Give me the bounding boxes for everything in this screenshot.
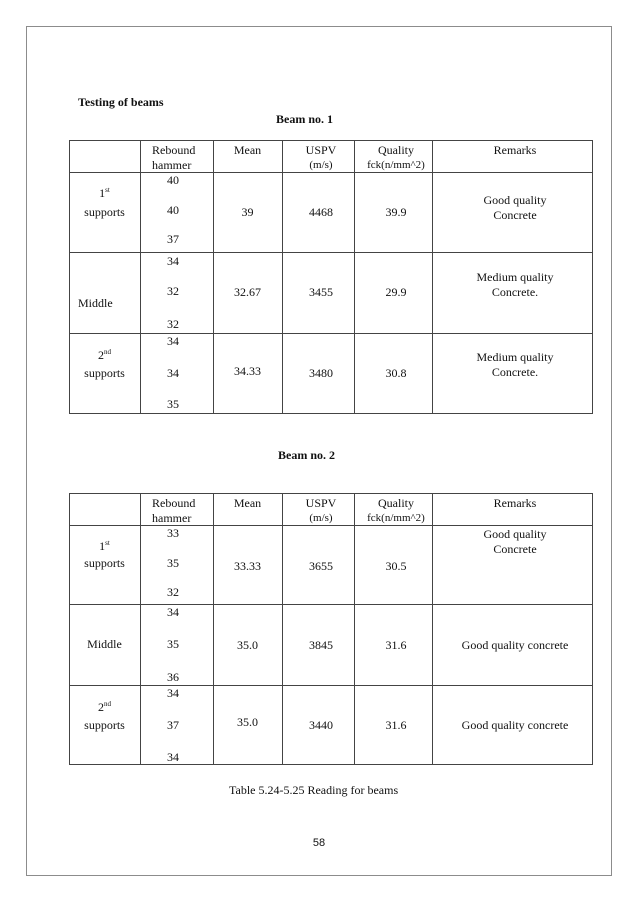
mean-label: Mean bbox=[233, 496, 262, 510]
mean-value: 34.33 bbox=[234, 364, 261, 378]
rebound-label: Rebound bbox=[152, 496, 196, 510]
remark-text: Concrete. bbox=[491, 365, 539, 379]
reading-value: 34 bbox=[167, 334, 179, 348]
remark-text: Good quality concrete bbox=[461, 638, 569, 652]
location-label: 1st bbox=[99, 186, 110, 200]
reading-value: 34 bbox=[167, 750, 179, 764]
beam1-title: Beam no. 1 bbox=[276, 112, 333, 126]
quality-label: Quality bbox=[378, 143, 414, 157]
remark-text: Concrete. bbox=[491, 285, 539, 299]
uspv-unit: (m/s) bbox=[309, 159, 333, 171]
remark-text: Good quality concrete bbox=[461, 718, 569, 732]
reading-value: 33 bbox=[167, 526, 179, 540]
header-location bbox=[70, 141, 141, 173]
reading-value: 34 bbox=[167, 254, 179, 268]
reading-value: 37 bbox=[167, 718, 179, 732]
reading-value: 32 bbox=[167, 585, 179, 599]
location-label: supports bbox=[84, 205, 125, 219]
reading-value: 40 bbox=[167, 203, 179, 217]
rebound-label: Rebound bbox=[152, 143, 196, 157]
uspv-value: 3480 bbox=[309, 366, 333, 380]
uspv-value: 3455 bbox=[309, 285, 333, 299]
mean-value: 39 bbox=[241, 205, 254, 219]
uspv-label: USPV bbox=[305, 496, 337, 510]
uspv-value: 3845 bbox=[309, 638, 333, 652]
reading-value: 32 bbox=[167, 317, 179, 331]
remark-text: Concrete bbox=[493, 542, 537, 556]
reading-value: 34 bbox=[167, 605, 179, 619]
reading-value: 34 bbox=[167, 686, 179, 700]
reading-value: 35 bbox=[167, 556, 179, 570]
quality-value: 31.6 bbox=[385, 718, 407, 732]
mean-value: 35.0 bbox=[237, 638, 258, 652]
section-title: Testing of beams bbox=[78, 95, 164, 109]
location-label: supports bbox=[84, 556, 125, 570]
quality-value: 30.8 bbox=[385, 366, 407, 380]
quality-value: 30.5 bbox=[385, 559, 407, 573]
quality-value: 29.9 bbox=[385, 285, 407, 299]
mean-label: Mean bbox=[233, 143, 262, 157]
reading-value: 32 bbox=[167, 284, 179, 298]
quality-unit: fck(n/mm^2) bbox=[367, 159, 425, 171]
hammer-label: hammer bbox=[152, 158, 192, 172]
quality-value: 39.9 bbox=[385, 205, 407, 219]
reading-value: 37 bbox=[167, 232, 179, 246]
table-caption: Table 5.24-5.25 Reading for beams bbox=[229, 783, 399, 797]
remark-text: Good quality bbox=[483, 527, 547, 541]
remark-text: Medium quality bbox=[476, 270, 554, 284]
location-label: 2nd bbox=[98, 348, 111, 362]
remark-text: Medium quality bbox=[476, 350, 554, 364]
reading-value: 35 bbox=[167, 637, 179, 651]
reading-value: 40 bbox=[167, 173, 179, 187]
hammer-label: hammer bbox=[152, 511, 192, 525]
uspv-label: USPV bbox=[305, 143, 337, 157]
mean-value: 32.67 bbox=[234, 285, 261, 299]
quality-unit: fck(n/mm^2) bbox=[367, 512, 425, 524]
remarks-label: Remarks bbox=[493, 143, 537, 157]
beam2-title: Beam no. 2 bbox=[278, 448, 335, 462]
uspv-value: 3655 bbox=[309, 559, 333, 573]
remark-text: Concrete bbox=[493, 208, 537, 222]
remark-text: Good quality bbox=[483, 193, 547, 207]
uspv-value: 3440 bbox=[309, 718, 333, 732]
mean-value: 35.0 bbox=[237, 715, 258, 729]
location-label: supports bbox=[84, 718, 125, 732]
quality-value: 31.6 bbox=[385, 638, 407, 652]
mean-value: 33.33 bbox=[234, 559, 261, 573]
location-label: Middle bbox=[78, 296, 113, 310]
location-label: Middle bbox=[87, 637, 122, 651]
reading-value: 36 bbox=[167, 670, 179, 684]
reading-value: 34 bbox=[167, 366, 179, 380]
location-label: 1st bbox=[99, 539, 110, 553]
reading-value: 35 bbox=[167, 397, 179, 411]
uspv-unit: (m/s) bbox=[309, 512, 333, 524]
location-label: supports bbox=[84, 366, 125, 380]
location-label: 2nd bbox=[98, 700, 111, 714]
uspv-value: 4468 bbox=[309, 205, 333, 219]
remarks-label: Remarks bbox=[493, 496, 537, 510]
quality-label: Quality bbox=[378, 496, 414, 510]
page-number: 58 bbox=[312, 837, 326, 849]
